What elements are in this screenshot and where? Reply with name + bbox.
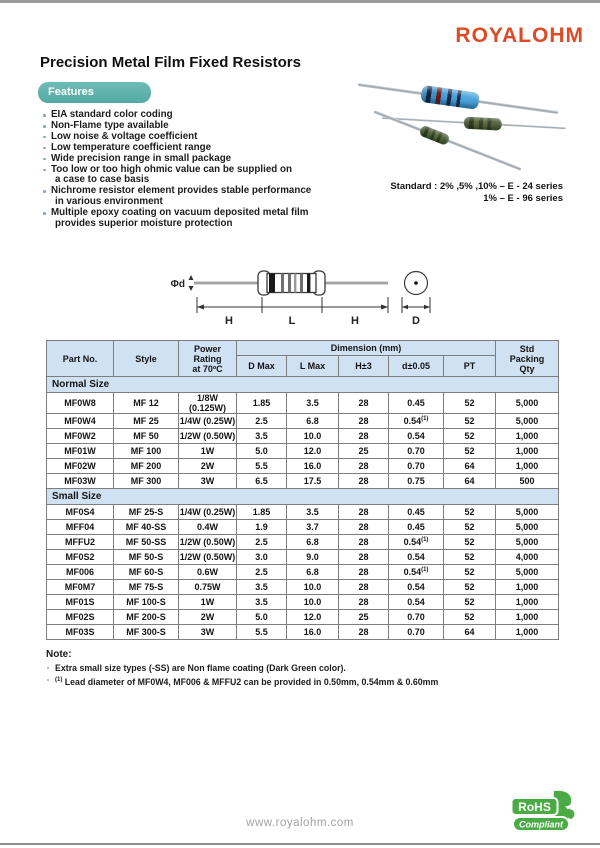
d-arrow-left-icon (402, 305, 408, 309)
table-cell: 2W (179, 459, 237, 474)
bottom-rule (0, 843, 600, 845)
table-cell: 12.0 (287, 444, 339, 459)
table-cell: 10.0 (287, 580, 339, 595)
band-3 (288, 274, 291, 293)
col-power: Power Rating at 70ºC (179, 341, 237, 377)
feature-item (42, 165, 342, 187)
table-cell: 28 (339, 580, 389, 595)
phi-d-label: Φd (170, 279, 185, 290)
table-cell: 6.8 (287, 414, 339, 429)
table-cell: 1,000 (496, 595, 559, 610)
col-pt: PT (444, 356, 496, 377)
table-cell: 5.0 (237, 610, 287, 625)
col-part-no: Part No. (47, 341, 114, 377)
table-cell: MF0S4 (47, 505, 114, 520)
table-cell: 1,000 (496, 625, 559, 640)
table-cell: 10.0 (287, 595, 339, 610)
table-cell: 1W (179, 444, 237, 459)
table-cell: 28 (339, 474, 389, 489)
table-cell: MF0M7 (47, 580, 114, 595)
table-cell: 52 (444, 393, 496, 414)
col-style: Style (114, 341, 179, 377)
table-cell: 1,000 (496, 580, 559, 595)
table-cell: 52 (444, 610, 496, 625)
table-cell: 1/4W (0.25W) (179, 414, 237, 429)
table-cell: MF 25-S (114, 505, 179, 520)
table-cell: 0.54 (389, 429, 444, 444)
note-title: Note: (46, 649, 72, 660)
feature-text: Wide precision range in small package (51, 152, 232, 164)
feature-text-continued: in various environment (55, 196, 163, 208)
table-row (47, 459, 559, 474)
feature-item (42, 186, 342, 208)
table-cell: 1/2W (0.50W) (179, 429, 237, 444)
end-view-dot (414, 281, 418, 285)
table-cell: MF 100-S (114, 595, 179, 610)
table-cell: 0.45 (389, 393, 444, 414)
table-cell: 0.45 (389, 520, 444, 535)
table-cell: MF006 (47, 565, 114, 580)
table-cell: 5,000 (496, 535, 559, 550)
feature-item (42, 208, 342, 230)
spec-table (46, 340, 559, 640)
table-cell: 17.5 (287, 474, 339, 489)
band-6 (307, 274, 310, 293)
table-cell: 1W (179, 595, 237, 610)
table-cell: 2.5 (237, 414, 287, 429)
table-cell: MF 40-SS (114, 520, 179, 535)
table-row (47, 535, 559, 550)
table-cell: 25 (339, 610, 389, 625)
table-cell: 0.54 (389, 595, 444, 610)
table-cell: 3.5 (287, 505, 339, 520)
table-cell: 28 (339, 535, 389, 550)
table-cell: 0.70 (389, 625, 444, 640)
col-l-max: L Max (287, 356, 339, 377)
feature-text: Low temperature coefficient range (51, 141, 212, 153)
table-cell: 5,000 (496, 520, 559, 535)
table-cell: MF 300 (114, 474, 179, 489)
table-cell: MF 200 (114, 459, 179, 474)
table-cell: MF01W (47, 444, 114, 459)
dim-d: D (412, 315, 420, 327)
table-cell: MF 50 (114, 429, 179, 444)
feature-text-continued: provides superior moisture protection (55, 218, 233, 230)
table-row (47, 550, 559, 565)
table-cell: 1.9 (237, 520, 287, 535)
table-cell: 0.45 (389, 505, 444, 520)
table-cell: 5,000 (496, 505, 559, 520)
table-section-header: Normal Size (47, 377, 559, 393)
dim-h-right: H (351, 315, 359, 327)
table-cell: 52 (444, 580, 496, 595)
table-cell: MFF04 (47, 520, 114, 535)
table-cell: 52 (444, 429, 496, 444)
table-row (47, 414, 559, 429)
table-cell: 28 (339, 393, 389, 414)
dimension-diagram (60, 250, 440, 340)
table-cell: 1.85 (237, 505, 287, 520)
table-cell: 64 (444, 474, 496, 489)
table-cell: MF 100 (114, 444, 179, 459)
table-cell: MF 12 (114, 393, 179, 414)
table-cell: 28 (339, 625, 389, 640)
table-row (47, 595, 559, 610)
col-d-max: D Max (237, 356, 287, 377)
standard-series-note (390, 181, 563, 205)
table-cell: 1/2W (0.50W) (179, 535, 237, 550)
page-title: Precision Metal Film Fixed Resistors (40, 54, 301, 71)
table-cell: MF 50-SS (114, 535, 179, 550)
table-cell: 28 (339, 429, 389, 444)
table-cell: 0.54$^{(1)}$ (389, 565, 444, 580)
standard-line-1: Standard : 2% ,5% ,10% – E - 24 series (390, 181, 563, 192)
table-cell: MF 200-S (114, 610, 179, 625)
table-cell: MF02W (47, 459, 114, 474)
dim-h-left: H (225, 315, 233, 327)
table-cell: 0.70 (389, 459, 444, 474)
note-line-2: $^{(1)}$ Lead diameter of MF0W4, MF006 & MFFU2 can be provided in 0.50mm, 0.54mm & 0.60mm (46, 674, 526, 688)
table-row (47, 505, 559, 520)
table-row (47, 520, 559, 535)
table-cell: 4,000 (496, 550, 559, 565)
table-cell: 0.4W (179, 520, 237, 535)
feature-text: Nichrome resistor element provides stable performance (51, 185, 312, 197)
table-cell: MF 25 (114, 414, 179, 429)
table-cell: 2W (179, 610, 237, 625)
table-row (47, 393, 559, 414)
green-resistor-body (464, 117, 503, 131)
table-cell: 1/4W (0.25W) (179, 505, 237, 520)
feature-text: Too low or too high ohmic value can be supplied on (51, 163, 292, 175)
table-cell: 0.75 (389, 474, 444, 489)
table-cell: MF 50-S (114, 550, 179, 565)
rohs-compliant-badge (510, 789, 576, 839)
table-cell: 5.5 (237, 625, 287, 640)
table-cell: MF0W4 (47, 414, 114, 429)
feature-text: Multiple epoxy coating on vacuum deposited metal film (51, 207, 309, 219)
table-cell: MF0W2 (47, 429, 114, 444)
table-cell: 28 (339, 414, 389, 429)
table-cell: 0.54$^{(1)}$ (389, 535, 444, 550)
table-cell: 52 (444, 520, 496, 535)
feature-text: Low noise & voltage coefficient (51, 130, 198, 142)
band-2 (281, 274, 284, 293)
table-cell: MF03W (47, 474, 114, 489)
table-cell: 0.54 (389, 550, 444, 565)
feature-text: Non-Flame type available (51, 119, 169, 131)
col-packing: Std Packing Qty (496, 341, 559, 377)
table-cell: 16.0 (287, 459, 339, 474)
table-cell: 28 (339, 520, 389, 535)
table-cell: MFFU2 (47, 535, 114, 550)
table-cell: 52 (444, 565, 496, 580)
top-rule (0, 0, 600, 3)
table-row (47, 429, 559, 444)
table-cell: 28 (339, 595, 389, 610)
website-url: www.royalohm.com (246, 817, 354, 829)
features-badge-label: Features (48, 86, 94, 98)
table-cell: 3.5 (237, 580, 287, 595)
table-cell: 6.8 (287, 565, 339, 580)
table-cell: 2.5 (237, 565, 287, 580)
brand-logo: ROYALOHM (455, 24, 584, 47)
dim-arrow-right-icon (381, 305, 388, 310)
table-cell: 52 (444, 535, 496, 550)
table-cell: 2.5 (237, 535, 287, 550)
dim-arrow-left-icon (197, 305, 204, 310)
table-cell: 5,000 (496, 414, 559, 429)
arrow-down-icon (189, 286, 194, 291)
table-cell: 3.5 (287, 393, 339, 414)
table-cell: 3.0 (237, 550, 287, 565)
band-4 (294, 274, 296, 293)
table-section-header: Small Size (47, 489, 559, 505)
table-cell: 1,000 (496, 610, 559, 625)
table-cell: 3.7 (287, 520, 339, 535)
table-cell: 3.5 (237, 429, 287, 444)
arrow-up-icon (189, 275, 194, 280)
band-1 (269, 274, 275, 293)
table-cell: 1,000 (496, 444, 559, 459)
rohs-text: RoHS (518, 800, 551, 814)
feature-text: EIA standard color coding (51, 109, 173, 120)
table-row (47, 444, 559, 459)
col-h: H±3 (339, 356, 389, 377)
table-cell: 1,000 (496, 429, 559, 444)
note-line-1: Extra small size types (-SS) are Non flame coating (Dark Green color). (46, 662, 526, 674)
table-cell: 52 (444, 595, 496, 610)
feature-text-continued: a case to case basis (55, 174, 150, 186)
green-resistor-body (419, 125, 451, 146)
table-cell: 1,000 (496, 459, 559, 474)
table-cell: MF0W8 (47, 393, 114, 414)
table-cell: MF03S (47, 625, 114, 640)
table-cell: 1.85 (237, 393, 287, 414)
table-cell: 10.0 (287, 429, 339, 444)
table-cell: 28 (339, 565, 389, 580)
table-cell: 0.75W (179, 580, 237, 595)
note-block (46, 649, 526, 688)
table-cell: MF01S (47, 595, 114, 610)
blue-resistor-body (420, 85, 480, 110)
table-cell: MF 300-S (114, 625, 179, 640)
table-row (47, 474, 559, 489)
table-cell: 5.5 (237, 459, 287, 474)
table-cell: 16.0 (287, 625, 339, 640)
dim-l: L (288, 315, 296, 327)
compliant-text: Compliant (519, 819, 563, 830)
table-row (47, 565, 559, 580)
table-cell: 28 (339, 550, 389, 565)
features-badge (38, 82, 151, 103)
table-cell: 3W (179, 474, 237, 489)
table-cell: 0.6W (179, 565, 237, 580)
table-cell: 28 (339, 459, 389, 474)
table-cell: MF 60-S (114, 565, 179, 580)
table-cell: 64 (444, 625, 496, 640)
table-row (47, 625, 559, 640)
table-cell: MF02S (47, 610, 114, 625)
table-row (47, 580, 559, 595)
table-cell: 28 (339, 505, 389, 520)
table-cell: 52 (444, 550, 496, 565)
table-cell: 1/8W (0.125W) (179, 393, 237, 414)
table-cell: 1/2W (0.50W) (179, 550, 237, 565)
table-cell: 0.70 (389, 610, 444, 625)
spec-table-body (47, 377, 559, 640)
table-cell: 6.8 (287, 535, 339, 550)
table-cell: 5,000 (496, 393, 559, 414)
table-cell: 12.0 (287, 610, 339, 625)
table-cell: 9.0 (287, 550, 339, 565)
col-d-lead: d±0.05 (389, 356, 444, 377)
table-cell: 64 (444, 459, 496, 474)
table-cell: 5,000 (496, 565, 559, 580)
table-cell: 0.70 (389, 444, 444, 459)
table-cell: 5.0 (237, 444, 287, 459)
table-cell: 3W (179, 625, 237, 640)
table-cell: 52 (444, 505, 496, 520)
table-cell: 500 (496, 474, 559, 489)
table-cell: 52 (444, 414, 496, 429)
col-dimension: Dimension (mm) (237, 341, 496, 356)
d-arrow-right-icon (424, 305, 430, 309)
table-cell: 6.5 (237, 474, 287, 489)
table-cell: 25 (339, 444, 389, 459)
standard-line-2: 1% – E - 96 series (483, 193, 563, 204)
table-cell: 3.5 (237, 595, 287, 610)
table-cell: 0.54 (389, 580, 444, 595)
table-cell: MF0S2 (47, 550, 114, 565)
band-5 (300, 274, 303, 293)
table-cell: 0.54$^{(1)}$ (389, 414, 444, 429)
features-list (42, 110, 342, 230)
table-cell: 52 (444, 444, 496, 459)
table-cell: MF 75-S (114, 580, 179, 595)
table-row (47, 610, 559, 625)
